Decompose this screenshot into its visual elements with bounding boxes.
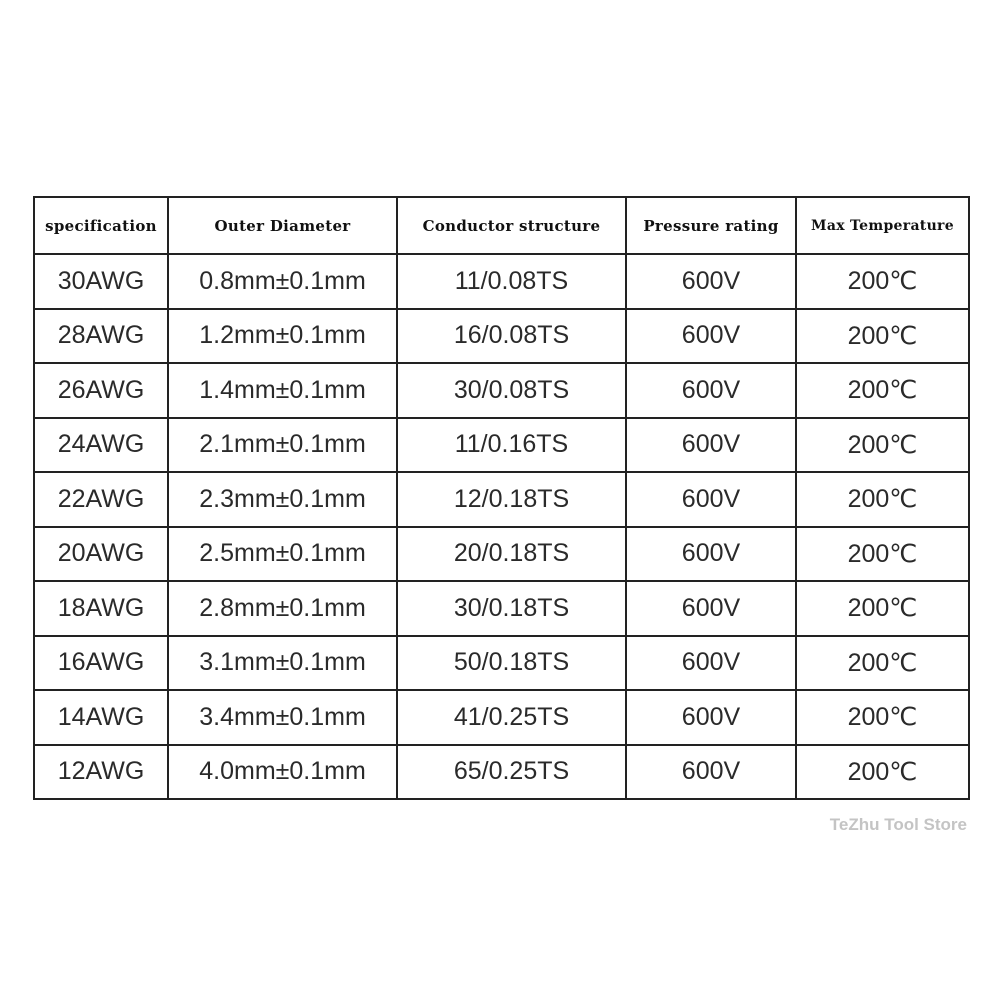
table-row bbox=[34, 636, 969, 691]
table-row bbox=[34, 363, 969, 418]
cell-pressure-rating: 600V bbox=[626, 472, 796, 527]
table-row bbox=[34, 309, 969, 364]
cell-conductor-structure: 65/0.25TS bbox=[397, 745, 626, 800]
cell-specification: 26AWG bbox=[34, 363, 168, 418]
cell-outer-diameter: 4.0mm±0.1mm bbox=[168, 745, 397, 800]
cell-outer-diameter: 3.1mm±0.1mm bbox=[168, 636, 397, 691]
cell-conductor-structure: 11/0.16TS bbox=[397, 418, 626, 473]
header-conductor-structure: Conductor structure bbox=[397, 197, 626, 254]
cell-specification: 16AWG bbox=[34, 636, 168, 691]
cell-pressure-rating: 600V bbox=[626, 254, 796, 309]
cell-specification: 28AWG bbox=[34, 309, 168, 364]
cell-specification: 22AWG bbox=[34, 472, 168, 527]
table-row bbox=[34, 690, 969, 745]
store-watermark: TeZhu Tool Store bbox=[829, 815, 967, 834]
header-row bbox=[34, 197, 969, 254]
table-row bbox=[34, 581, 969, 636]
cell-outer-diameter: 2.8mm±0.1mm bbox=[168, 581, 397, 636]
header-outer-diameter: Outer Diameter bbox=[168, 197, 397, 254]
cell-pressure-rating: 600V bbox=[626, 636, 796, 691]
wire-spec-table bbox=[33, 196, 970, 800]
cell-max-temperature: 200℃ bbox=[796, 690, 969, 745]
cell-conductor-structure: 30/0.08TS bbox=[397, 363, 626, 418]
cell-max-temperature: 200℃ bbox=[796, 472, 969, 527]
table-body bbox=[34, 254, 969, 799]
cell-pressure-rating: 600V bbox=[626, 527, 796, 582]
cell-outer-diameter: 3.4mm±0.1mm bbox=[168, 690, 397, 745]
cell-max-temperature: 200℃ bbox=[796, 527, 969, 582]
cell-outer-diameter: 2.3mm±0.1mm bbox=[168, 472, 397, 527]
cell-max-temperature: 200℃ bbox=[796, 363, 969, 418]
cell-pressure-rating: 600V bbox=[626, 745, 796, 800]
cell-pressure-rating: 600V bbox=[626, 363, 796, 418]
cell-specification: 14AWG bbox=[34, 690, 168, 745]
cell-conductor-structure: 41/0.25TS bbox=[397, 690, 626, 745]
cell-max-temperature: 200℃ bbox=[796, 581, 969, 636]
cell-specification: 12AWG bbox=[34, 745, 168, 800]
cell-max-temperature: 200℃ bbox=[796, 309, 969, 364]
cell-pressure-rating: 600V bbox=[626, 309, 796, 364]
cell-pressure-rating: 600V bbox=[626, 690, 796, 745]
cell-conductor-structure: 30/0.18TS bbox=[397, 581, 626, 636]
cell-conductor-structure: 20/0.18TS bbox=[397, 527, 626, 582]
cell-specification: 30AWG bbox=[34, 254, 168, 309]
table-row bbox=[34, 418, 969, 473]
cell-max-temperature: 200℃ bbox=[796, 254, 969, 309]
cell-specification: 18AWG bbox=[34, 581, 168, 636]
cell-outer-diameter: 2.1mm±0.1mm bbox=[168, 418, 397, 473]
cell-conductor-structure: 50/0.18TS bbox=[397, 636, 626, 691]
cell-conductor-structure: 11/0.08TS bbox=[397, 254, 626, 309]
cell-max-temperature: 200℃ bbox=[796, 418, 969, 473]
cell-outer-diameter: 1.4mm±0.1mm bbox=[168, 363, 397, 418]
table-row bbox=[34, 472, 969, 527]
table-row bbox=[34, 254, 969, 309]
cell-conductor-structure: 12/0.18TS bbox=[397, 472, 626, 527]
header-pressure-rating: Pressure rating bbox=[626, 197, 796, 254]
cell-max-temperature: 200℃ bbox=[796, 636, 969, 691]
header-specification: specification bbox=[34, 197, 168, 254]
cell-pressure-rating: 600V bbox=[626, 418, 796, 473]
cell-max-temperature: 200℃ bbox=[796, 745, 969, 800]
cell-specification: 24AWG bbox=[34, 418, 168, 473]
cell-outer-diameter: 2.5mm±0.1mm bbox=[168, 527, 397, 582]
cell-conductor-structure: 16/0.08TS bbox=[397, 309, 626, 364]
table-row bbox=[34, 745, 969, 800]
cell-pressure-rating: 600V bbox=[626, 581, 796, 636]
cell-outer-diameter: 1.2mm±0.1mm bbox=[168, 309, 397, 364]
table-row bbox=[34, 527, 969, 582]
header-max-temperature: Max Temperature bbox=[796, 197, 969, 254]
cell-specification: 20AWG bbox=[34, 527, 168, 582]
table-header bbox=[34, 197, 969, 254]
cell-outer-diameter: 0.8mm±0.1mm bbox=[168, 254, 397, 309]
